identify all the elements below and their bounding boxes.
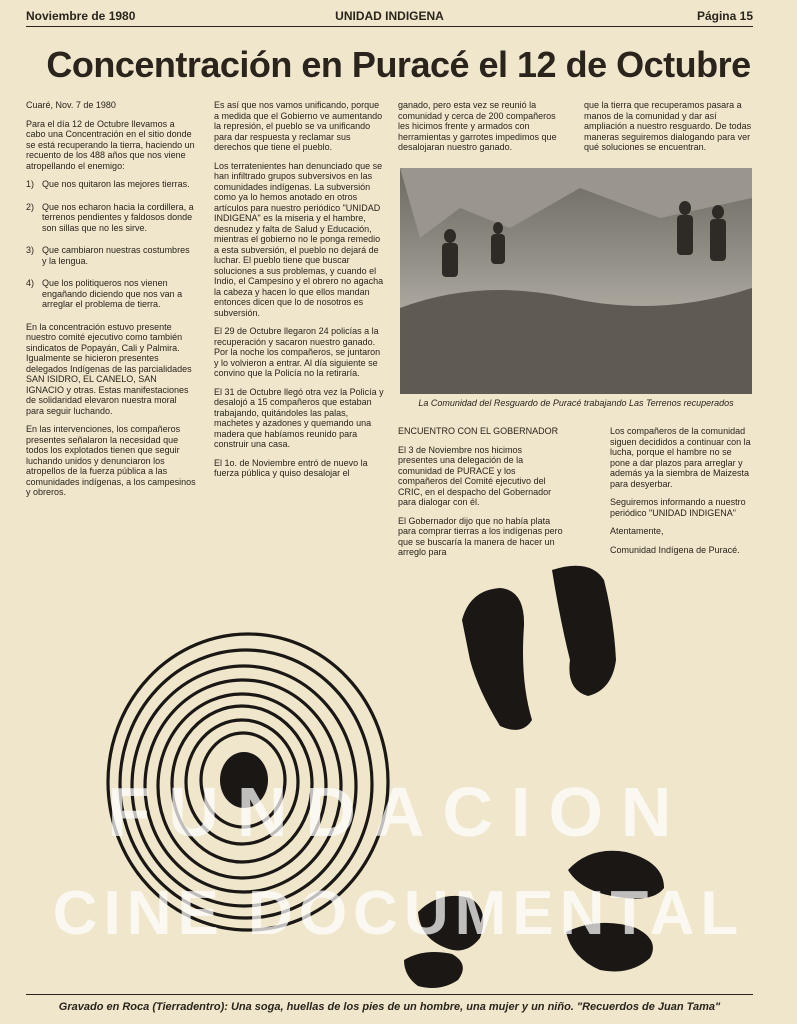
section-heading: ENCUENTRO CON EL GOBERNADOR bbox=[398, 426, 559, 436]
paragraph: Seguiremos informando a nuestro periódico "UNIDAD INDIGENA" bbox=[610, 497, 746, 518]
paragraph: Comunidad Indígena de Puracé. bbox=[610, 544, 740, 555]
column-4-top bbox=[584, 100, 754, 161]
list-item: 2) Que nos echaron hacia la cordillera, a terrenos pendientes y faldosos donde son sillas que no les sirve. bbox=[26, 201, 194, 233]
paragraph: ganado, pero esta vez se reunió la comunidad y cerca de 200 compañeros les hicimos frente y armados con herramientas y garrotes impedimos que desalojaran nuestro ganado. bbox=[398, 100, 557, 152]
illustration-caption: Gravado en Roca (Tierradentro): Una soga, huellas de los pies de un hombre, una mujer y un niño. "Recuerdos de Juan Tama" bbox=[26, 994, 753, 1013]
page-header bbox=[26, 6, 753, 27]
paragraph: Es así que nos vamos unificando, porque a medida que el Gobierno ve aumentando la represión, el pueblo se va unificando para dar respuesta y reclamar sus derechos que tiene el pueblo. bbox=[214, 100, 383, 152]
community-photo bbox=[400, 168, 752, 394]
grievance-list bbox=[26, 179, 196, 310]
photo-caption: La Comunidad del Resguardo de Puracé trabajando Las Terrenos recuperados bbox=[418, 398, 734, 408]
paragraph: El 29 de Octubre llegaron 24 policías a la recuperación y sacaron nuestro ganado. Por la noche los compañeros, se juntaron y lo volvieron a entrar. Al día siguiente se convino que la Policía no la retiraría. bbox=[214, 326, 381, 378]
paragraph: En las intervenciones, los compañeros presentes señalaron la necesidad que todos los explotados tienen que seguir luchando unidos y denunciaron los atropellos de la fuerza pública a las comunidades indígenas, a los campesinos y obreros. bbox=[26, 424, 196, 497]
paragraph: El 1o. de Noviembre entró de nuevo la fuerza pública y quiso desalojar el bbox=[214, 457, 368, 478]
list-item: 3) Que cambiaron nuestras costumbres y la lengua. bbox=[26, 245, 190, 266]
intro-paragraph: Para el día 12 de Octubre llevamos a cabo una Concentración en el sitio donde se está recuperando la tierra, haciendo un recuento de los 488 años que nos viene atropellando el enemigo: bbox=[26, 118, 195, 171]
page-number: Página 15 bbox=[696, 9, 753, 23]
paragraph: En la concentración estuvo presente nuestro comité ejecutivo como también sindicatos de Popayán, Cali y Palmira. Igualmente se hicieron presentes delegados Indígenas de las parcialidades SAN ISIDRO, EL CANELO, SAN IGNACIO y otras. Estas manifestaciones de solidaridad elevaron nuestra moral para seguir luchando. bbox=[26, 321, 192, 416]
column-2 bbox=[214, 100, 384, 487]
paragraph: Los terratenientes han denunciado que se han infiltrado grupos subversivos en las comunidades indígenas. La subversión como ya lo hemos anotado en otros artículos para nuestro periódico "UNIDAD INDIGENA" es la miseria y el hambre, desnudez y falta de Salud y Educación, mientras el gobierno no le ponga remedio a esta subversión, el pueblo no dejará de luchar. El pueblo tiene que buscar soluciones a sus problemas, y cuando el Indio, el Campesino y el obrero no agacha la cabeza y hacen lo que ellos mandan entonces dicen que lo de nosotros es subversión. bbox=[214, 160, 384, 318]
publication-name: UNIDAD INDIGENA bbox=[335, 9, 444, 23]
article-title: Concentración en Puracé el 12 de Octubre bbox=[46, 44, 751, 85]
issue-date: Noviembre de 1980 bbox=[26, 9, 136, 23]
paragraph: Los compañeros de la comunidad siguen decididos a continuar con la lucha, porque el hambre no se pone a dar plazos para arreglar y además ya la siembra de Maizesta para desyerbar. bbox=[610, 426, 751, 489]
paragraph: Atentamente, bbox=[610, 526, 664, 536]
dateline: Cuaré, Nov. 7 de 1980 bbox=[26, 100, 116, 110]
column-1 bbox=[26, 100, 196, 506]
list-item: 1) Que nos quitaron las mejores tierras. bbox=[26, 179, 190, 189]
paragraph: El 31 de Octubre llegó otra vez la Policía y desalojó a 15 compañeros que estaban trabajando, quitándoles las palas, machetes y azadones y quemando una madera que habíamos reunido para construir una casa. bbox=[214, 386, 384, 449]
paragraph: El Gobernador dijo que no había plata para comprar tierras a los indígenas pero que se buscaría la manera de hacer un arreglo para bbox=[398, 515, 563, 557]
watermark-line-1: FUNDACION bbox=[107, 773, 690, 851]
list-item: 4) Que los politiqueros nos vienen engañando diciendo que nos van a arreglar el problema de tierra. bbox=[26, 278, 183, 309]
watermark-line-2: CINE DOCUMENTAL bbox=[52, 879, 745, 948]
paragraph: que la tierra que recuperamos pasara a manos de la comunidad y dar así ampliación a nuestro resguardo. De todas maneras seguiremos dialogando para ver qué soluciones se encuentran. bbox=[584, 100, 752, 152]
paragraph: El 3 de Noviembre nos hicimos presentes una delegación de la comunidad de PURACE y los compañeros del Comité ejecutivo del CRIC, en el despacho del Gobernador para dialogar con él. bbox=[398, 444, 552, 507]
column-3-top bbox=[398, 100, 564, 161]
